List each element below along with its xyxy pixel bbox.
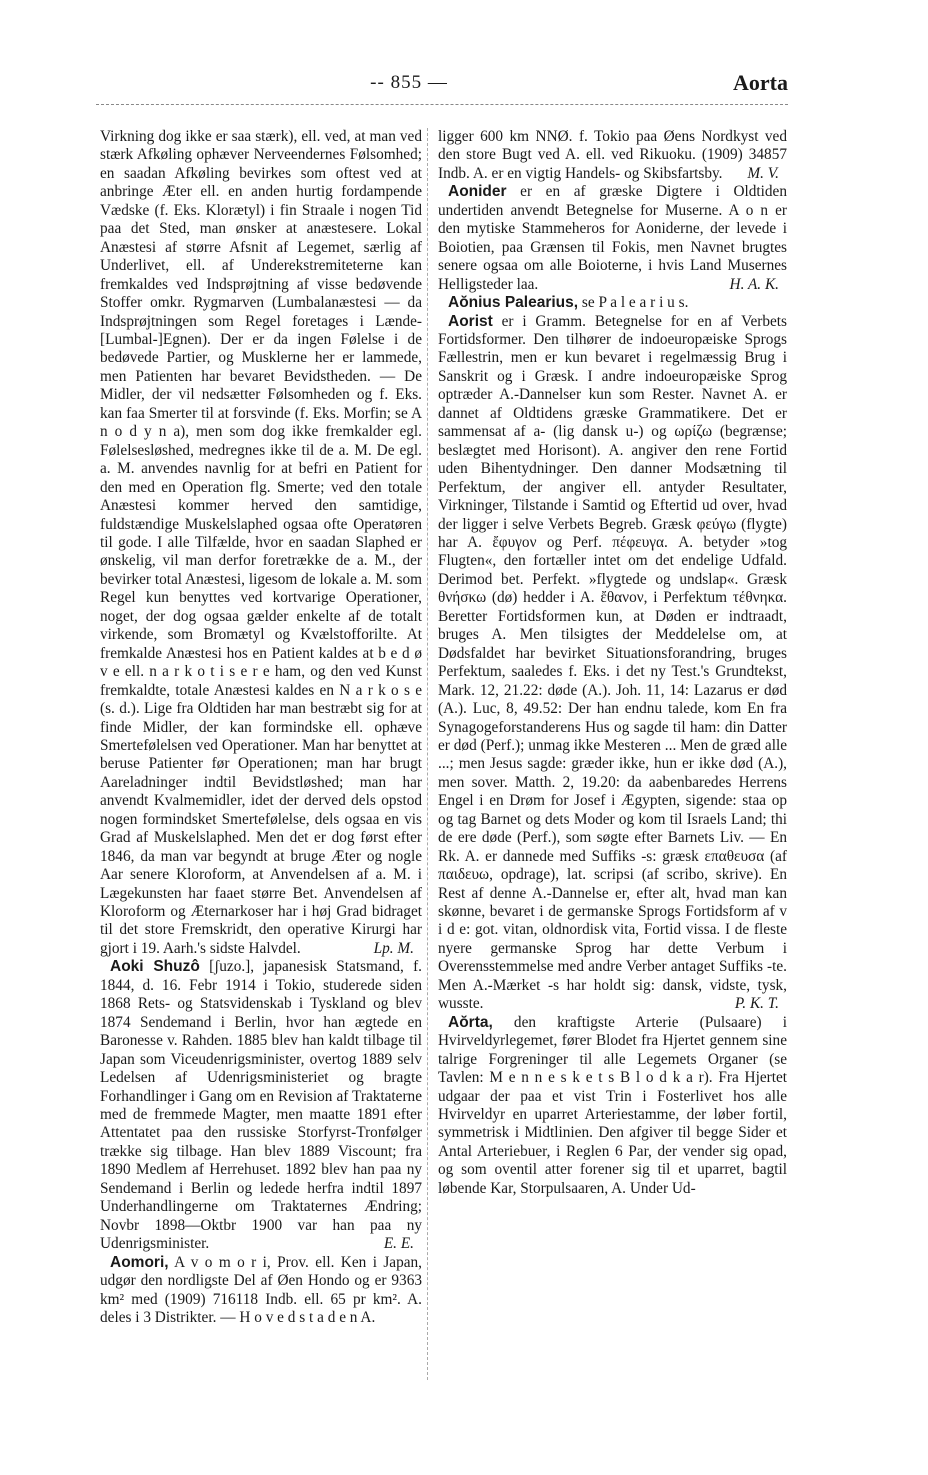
entry-aonius-palearius <box>438 294 787 312</box>
author-signature: E. E. <box>383 1235 414 1253</box>
entry-aonider <box>438 183 787 294</box>
entry-headword: Aomori, <box>110 1253 169 1271</box>
author-signature: Lp. M. <box>373 939 414 957</box>
left-column <box>100 128 422 1327</box>
entry-text: [ʃuzo.], japanesisk Statsmand, f. 1844, d. 16. Febr 1914 i Tokio, studerede siden 1868 Rets- og Statsvidenskab i Tyskland og blev 1874 Sendemand i Berlin, hvor han ægtede en Baronesse v. Rahden. 1885 blev han kaldt tilbage til Japan som Viceudenrigsminister, overtog 1889 selv Ledelsen af Udenrigsministeriet og bragte Forhandlinger i Gang om en Revision af Traktaterne med de fremmede Magter, men maatte 1891 efter Attentatet paa den russiske Storfyrst-Tronfølger trække sig tilbage. Han blev 1889 Viscount; fra 1890 Medlem af Herrehuset. 1892 blev han paa ny Sendemand i Berlin og ledede herfra indtil 1897 Underhandlingerne om Traktaternes Ændring; Novbr 1898—Oktbr 1900 var han paa ny Udenrigsminister. <box>100 958 423 1253</box>
entry-aomori <box>100 1254 422 1328</box>
entry-aomori-continued <box>438 128 787 183</box>
entry-text: se P a l e a r i u s. <box>581 294 689 312</box>
entry-aorist <box>438 313 787 1014</box>
author-signature: M. V. <box>747 164 779 182</box>
page-number: -- 855 — <box>370 72 448 93</box>
entry-text: er en af græske Digtere i Oldtiden undertiden anvendt Betegnelse for Muserne. A o n er den mytiske Stammeheros for Aoniderne, der levede i Boiotien, paa Grænsen til Fokis, men Navnet brugtes senere ogsaa om alle Boioterne, i hvis Land Musernes Helligsteder laa. <box>438 183 787 293</box>
author-signature: P. K. T. <box>734 995 779 1013</box>
entry-headword: Aonider <box>448 183 507 201</box>
entry-text: ligger 600 km NNØ. f. Tokio paa Øens Nordkyst ved den store Bugt ved A. ell. ved Rikuoku. (1909) 34857 Indb. A. er en vigtig Handels- og Skibsfartsby. <box>438 128 787 182</box>
entry-aorta <box>438 1014 787 1199</box>
entry-headword: Aoki Shuzô <box>110 958 200 976</box>
entry-aoki-shuzo <box>100 958 422 1253</box>
column-divider <box>427 128 428 1380</box>
entry-text: den kraftigste Arterie (Pulsaare) i Hvirveldyrlegemet, fører Blodet fra Hjertet gennem sine talrige Forgreninger til alle Legemets Organer (se Tavlen: M e n n e s k e t s B l o d k a r). Fra Hjertet udgaar der paa et vist Trin i Fosterlivet hos alle Hvirveldyr en uparret Arteriestamme, der løber fortil, symmetrisk i Midtlinien. Den afgiver til begge Sider et Antal Arteriebuer, i Reglen 6 Par, der vender sig opad, og som oventil atter forener sig til et uparret, bagtil løbende Kar, Storpulsaaren, A. Under Ud- <box>438 1013 787 1197</box>
running-head: Aorta <box>733 70 788 95</box>
right-column <box>438 128 787 1198</box>
author-signature: H. A. K. <box>729 275 779 293</box>
entry-headword: Aŏnius Palearius, <box>448 294 579 312</box>
entry-text: Virkning dog ikke er saa stærk), ell. ved, at man ved stærk Afkøling ophæver Nerveendernes Følsomhed; en saadan Afkøling bevirkes som oftest ved at anbringe Æter ell. en anden hurtig fordampende Vædske (f. Eks. Klorætyl) i fin Straale i nogen Tid paa det Sted, man ønsker at anæstesere. Lokal Anæstesi af større Afsnit af Legemet, særlig af Underlivet, ell. af Underekstremiteterne kan fremkaldes ved Indsprøjtning af visse bedøvende Stoffer omkr. Rygmarven (Lumbalanæstesi — da Indsprøjtningen som Regel foretages i Lænde-[Lumbal-]Egnen). Der er da ingen Følelse i de bedøvede Partier, og Musklerne her er lammede, men Patienten har bevaret Bevidstheden. — De Midler, der vil nedsætter Følsomheden og f. Eks. kan faa Smerter til at forsvinde (f. Eks. Morfin; se A n o d y n a), men som dog ikke fremkalder egl. Følelsesløshed, medregnes ikke til de a. M. De egl. a. M. anvendes navnlig for at befri en Patient for den med en Operation flg. Smerte; ved den totale Anæstesi kommer herved den samtidige, fuldstændige Muskelslaphed ogsaa ofte Operatøren til gode. I alle Tilfælde, hvor en saadan Slaphed er ønskelig, vil man derfor foretrække de a. M., der bevirker total Anæstesi, ligesom de lokale a. M. som Regel kun benyttes ved kortvarige Operationer, noget, der dog ogsaa gælder enkelte af de totalt virkende, som Bromætyl og Kvælstofforilte. At fremkalde Anæstesi hos en Patient kaldes at b e d ø v e ell. n a r k o t i s e r e ham, og den ved Kunst fremkaldte, totale Anæstesi kaldes en N a r k o s e (s. d.). Lige fra Oldtiden har man bestræbt sig for at finde Midler, der kan formindske ell. ophæve Smertefølelsen ved Operationer. Man har benyttet at beruse Patienter før Operationen; man har brugt Aareladninger indtil Bevidstløshed; man har anvendt Kvalmemidler, idet der derved dels opstod nogen formindsket Smertefølelse, dels ogsaa en vis Grad af Muskelslaphed. Men det er dog først efter 1846, da man var begyndt at bruge Æter og nogle Aar senere Kloroform, at Anvendelsen af a. M. i Lægekunsten har faaet større Bet. Anvendelsen af Kloroform og Æternarkoser har i høj Grad bidraget til det store Fremskridt, den operative Kirurgi har gjort i 19. Aarh.'s sidste Halvdel. <box>100 128 422 957</box>
entry-anaestesi-continued <box>100 128 422 958</box>
header-rule <box>96 104 788 105</box>
entry-headword: Aorist <box>448 312 493 330</box>
entry-text: A v o m o r i, Prov. ell. Ken i Japan, udgør den nordligste Del af Øen Hondo og er 9363 km² med (1909) 716118 Indb. ell. 65 pr km². A. deles i 3 Distrikter. — H o v e d s t a d e n A. <box>100 1253 422 1326</box>
entry-text: er i Gramm. Betegnelse for en af Verbets Fortidsformer. Den tilhører de indoeuropæiske Sprogs Fællestrin, men er kun bevaret i regelmæssig Brug i Sanskrit og i Græsk. I andre indoeuropæiske Sprog optræder A.-Dannelser kun som Rester. Navnet A. er dannet af Oldtidens græske Grammatikere. Det er sammensat af a- (lig dansk u-) og ωρίζω (begrænse; beslægtet med Horisont). A. angiver den rene Fortid uden Bihentydninger. Den danner Modsætning til Perfektum, der angiver ell. antyder Resultater, Virkninger, Tilstande i Samtid og Eftertid ud over, hvad der ligger i selve Verbets Begreb. Græsk φεύγω (flygte) har A. ἔφυγον og Perf. πέφευγα. A. betyder »tog Flugten«, den fortæller intet om det endelige Udfald. Derimod bet. Perfekt. »flygtede og undslap«. Græsk θνήσκω (dø) hedder i A. ἔθανον, i Perfektum τέθνηκα. Beretter Fortidsformen kun, at Døden er indtraadt, bruges A. Men tilsigtes der Meddelelse om, at Dødsfaldet har bevirket Situationsforandring, bruges Perfektum, saaledes f. Eks. i det ny Test.'s Grundtekst, Mark. 12, 21.22: døde (A.). Joh. 11, 14: Lazarus er død (A.). Luc, 8, 49.52: Der han endnu talede, kom En fra Synagogeforstanderens Hus og sagde til ham: din Datter er død (Perf.); unmag ikke Mesteren ... Men de græd alle ...; men Jesus sagde: græder ikke, hun er ikke død (A.), men sover. Matth. 2, 19.20: da aabenbaredes Herrens Engel i en Drøm for Josef i Ægypten, sigende: staa op og tag Barnet og dets Moder og kom til Israels Land; thi de ere døde (Perf.), som søgte efter Barnets Liv. — En Rk. A. er dannede med Suffiks -s: græsk επαθευσα (af παιδευω, opdrage), lat. scripsi (af scribo, skrive). En Rest af denne A.-Dannelse er, efter alt, hvad man kan skønne, bevaret i de germanske Sprogs Fortidsform af v i d e: got. vitan, oldnordisk vita, Fortid vissa. I de fleste nyere germanske Sprog har dette Verbum i Overensstemmelse med andre Verber antaget Suffiks -te. Men A.-Mærket -s har holdt sig: dansk, vidste, tysk, wusste. <box>438 312 788 1013</box>
entry-headword: Aŏrta, <box>448 1013 493 1031</box>
